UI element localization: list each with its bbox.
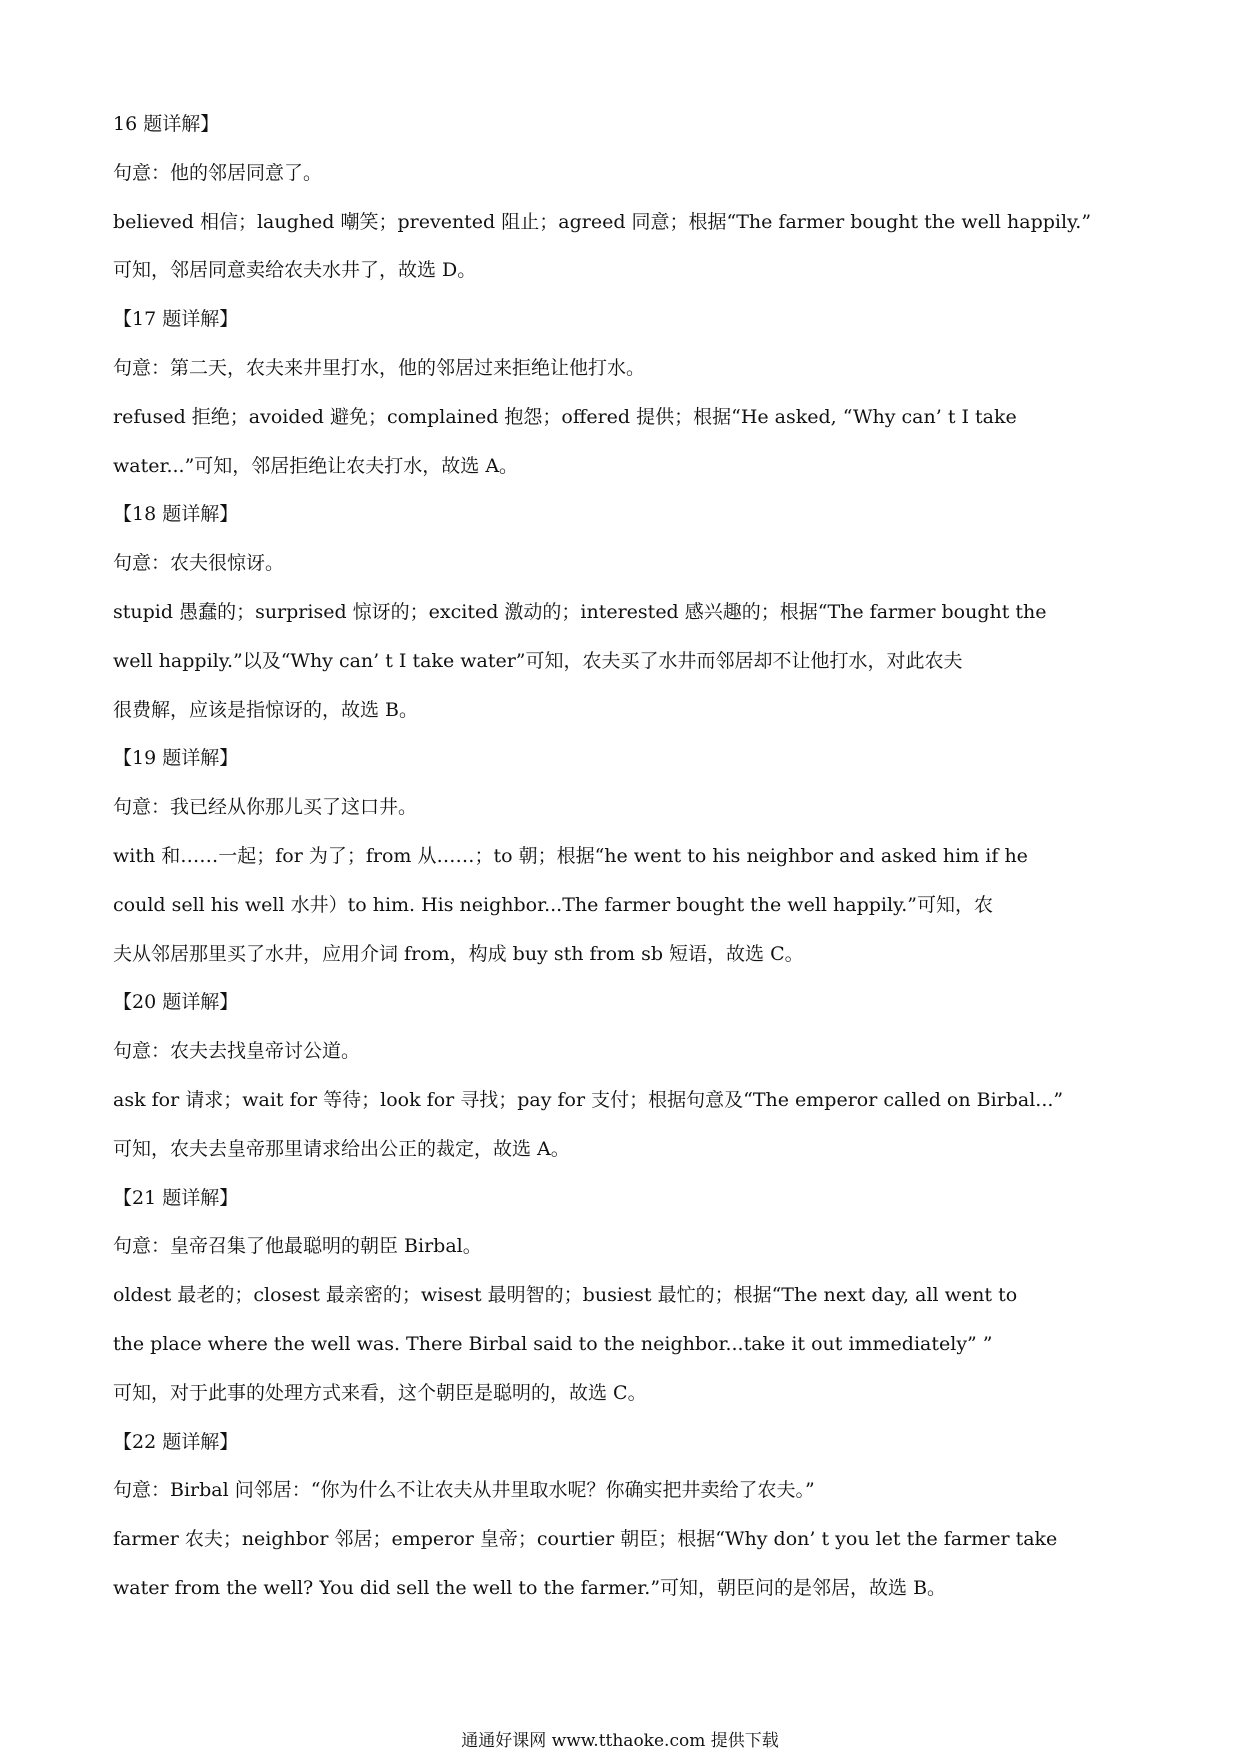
sentence-meaning: 句意：农夫去找皇帝讨公道。: [113, 1040, 361, 1063]
explanation-line: the place where the well was. There Birbal said to the neighbor...take it out immediately” ”: [113, 1332, 993, 1355]
section-heading: 16 题详解】: [113, 113, 220, 135]
explanation-line: refused 拒绝；avoided 避免；complained 抱怨；offered 提供；根据“He asked, “Why can’ t I take: [113, 405, 1017, 428]
explanation-line: farmer 农夫；neighbor 邻居；emperor 皇帝；courtier 朝臣；根据“Why don’ t you let the farmer take: [113, 1528, 1058, 1551]
explanation-line: believed 相信；laughed 嘲笑；prevented 阻止；agreed 同意；根据“The farmer bought the well happily.”: [113, 210, 1092, 233]
explanation-line: oldest 最老的；closest 最亲密的；wisest 最明智的；busiest 最忙的；根据“The next day, all went to: [113, 1284, 1018, 1307]
explanation-line: 可知，对于此事的处理方式来看，这个朝臣是聪明的，故选 C。: [113, 1381, 647, 1404]
document-body: [113, 100, 1135, 1613]
sentence-meaning: 句意：农夫很惊讶。: [113, 552, 285, 575]
section-heading: 【17 题详解】: [113, 308, 239, 331]
section-heading: 【21 题详解】: [113, 1186, 239, 1209]
section-heading: 【18 题详解】: [113, 503, 239, 526]
explanation-line: with 和……一起；for 为了；from 从……；to 朝；根据“he went to his neighbor and asked him if he: [113, 844, 1028, 867]
page-footer: 通通好课网 www.tthaoke.com 提供下载: [461, 1731, 779, 1751]
explanation-line: 可知，农夫去皇帝那里请求给出公正的裁定，故选 A。: [113, 1137, 570, 1160]
explanation-line: water...”可知，邻居拒绝让农夫打水，故选 A。: [113, 454, 519, 477]
explanation-line: water from the well? You did sell the well to the farmer.”可知，朝臣问的是邻居，故选 B。: [113, 1576, 947, 1599]
section-heading: 【22 题详解】: [113, 1430, 239, 1453]
explanation-line: 很费解，应该是指惊讶的，故选 B。: [113, 698, 419, 721]
sentence-meaning: 句意：Birbal 问邻居：“你为什么不让农夫从井里取水呢？你确实把井卖给了农夫。”: [113, 1479, 815, 1502]
sentence-meaning: 句意：第二天，农夫来井里打水，他的邻居过来拒绝让他打水。: [113, 356, 646, 379]
explanation-line: well happily.”以及“Why can’ t I take water”可知，农夫买了水井而邻居却不让他打水，对此农夫: [113, 649, 963, 672]
explanation-line: could sell his well 水井）to him. His neighbor...The farmer bought the well happily.”可知，农: [113, 893, 994, 916]
section-heading: 【20 题详解】: [113, 991, 239, 1014]
sentence-meaning: 句意：皇帝召集了他最聪明的朝臣 Birbal。: [113, 1235, 482, 1258]
explanation-line: 可知，邻居同意卖给农夫水井了，故选 D。: [113, 259, 477, 282]
section-heading: 【19 题详解】: [113, 747, 239, 770]
sentence-meaning: 句意：他的邻居同意了。: [113, 161, 323, 184]
explanation-line: ask for 请求；wait for 等待；look for 寻找；pay for 支付；根据句意及“The emperor called on Birbal...”: [113, 1088, 1064, 1111]
explanation-line: stupid 愚蠢的；surprised 惊讶的；excited 激动的；interested 感兴趣的；根据“The farmer bought the: [113, 600, 1047, 623]
explanation-line: 夫从邻居那里买了水井，应用介词 from，构成 buy sth from sb 短语，故选 C。: [113, 942, 804, 965]
sentence-meaning: 句意：我已经从你那儿买了这口井。: [113, 796, 418, 819]
